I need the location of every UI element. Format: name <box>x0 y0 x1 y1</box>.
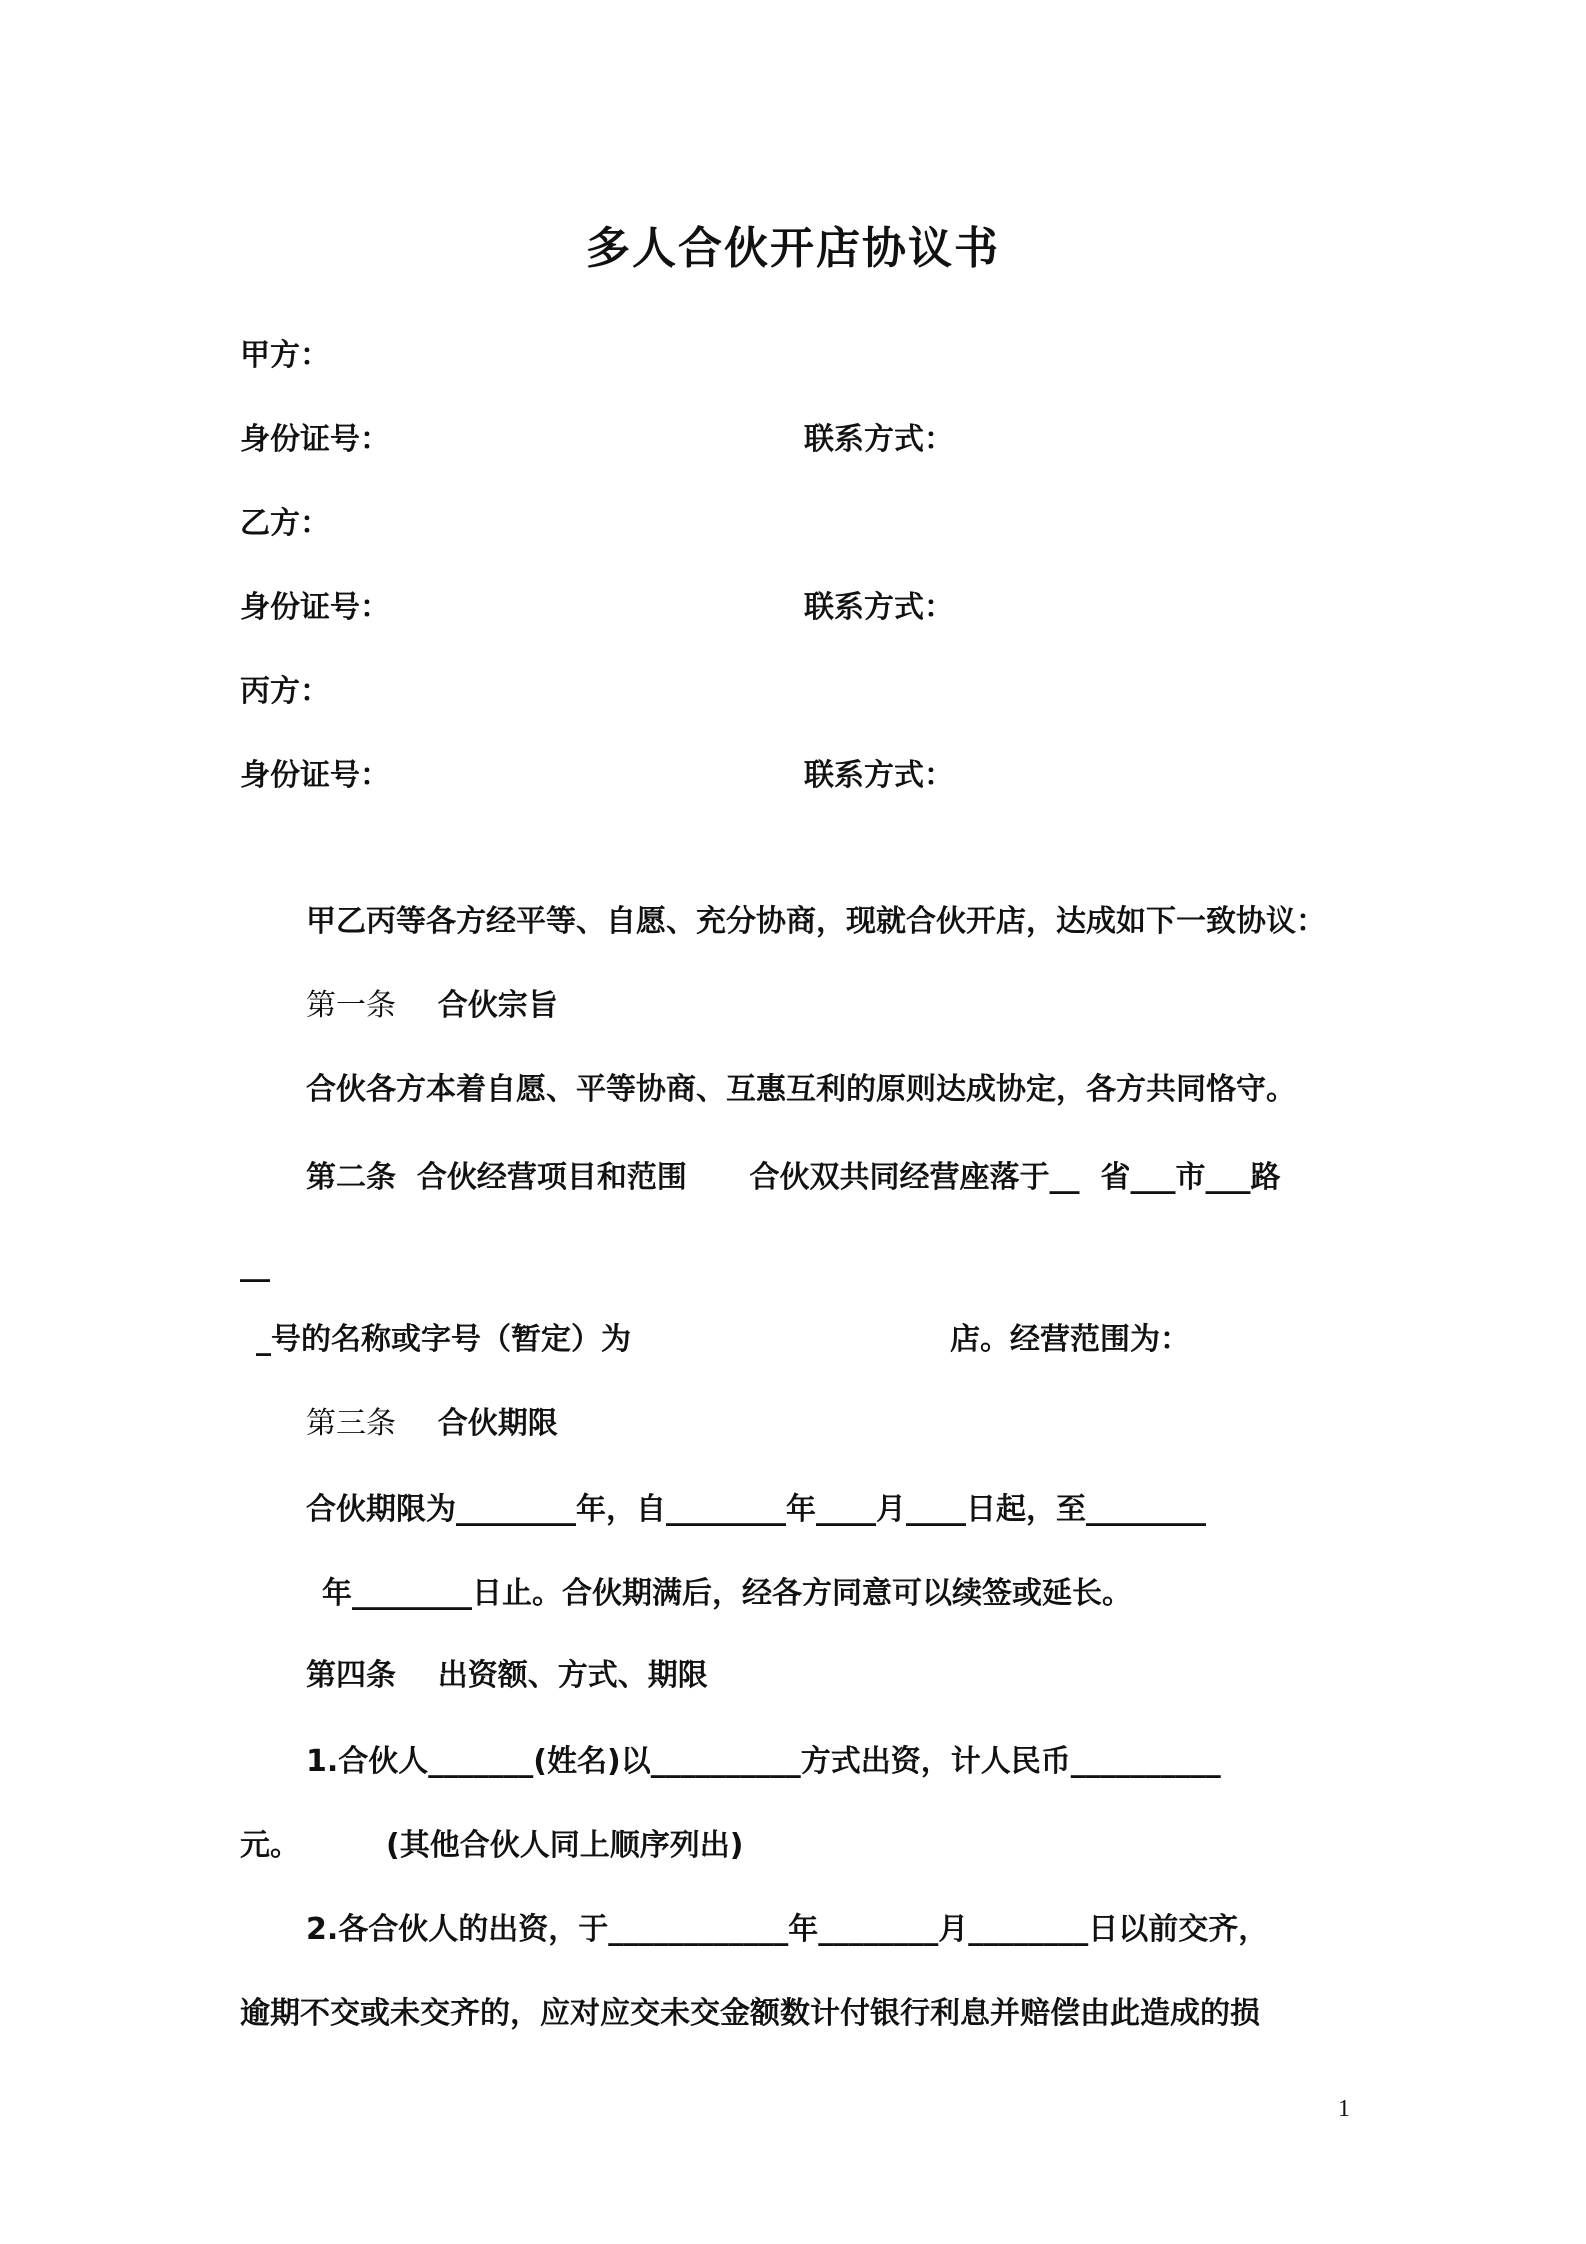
article-1-title: 合伙宗旨 <box>437 988 558 1023</box>
article-4-item-1-line-2a: 元。 <box>240 1828 300 1863</box>
article-3-line-1: 合伙期限为________年，自________年____月____日起，至________ <box>306 1492 1206 1527</box>
preamble-paragraph: 甲乙丙等各方经平等、自愿、充分协商，现就合伙开店，达成如下一致协议： <box>306 904 1326 939</box>
article-2-line-3a: _号的名称或字号（暂定）为 <box>256 1322 631 1357</box>
party-a-label: 甲方： <box>240 338 330 373</box>
article-3-line-2: 年________日止。合伙期满后，经各方同意可以续签或延长。 <box>322 1576 1132 1611</box>
article-4-item-2-line-2: 逾期不交或未交齐的，应对应交未交金额数计付银行利息并赔偿由此造成的损 <box>240 1996 1260 2031</box>
article-1-number: 第一条 <box>306 988 396 1023</box>
article-4-item-1-line-2b: (其他合伙人同上顺序列出) <box>386 1828 744 1863</box>
article-4-item-2-line-1: 2.各合伙人的出资，于____________年________月________日以前交齐， <box>306 1912 1269 1947</box>
party-c-id-label: 身份证号： <box>240 758 390 793</box>
party-a-contact-label: 联系方式： <box>804 422 954 457</box>
page-number: 1 <box>1338 2096 1350 2122</box>
document-title: 多人合伙开店协议书 <box>586 223 1000 274</box>
article-2-line-1: 第二条 合伙经营项目和范围 合伙双共同经营座落于__ 省___市___路 <box>306 1160 1281 1195</box>
article-2-line-2: __ <box>240 1248 270 1283</box>
party-b-id-label: 身份证号： <box>240 590 390 625</box>
article-4-item-1-line-1: 1.合伙人_______(姓名)以__________方式出资，计人民币__________ <box>306 1744 1221 1779</box>
party-b-contact-label: 联系方式： <box>804 590 954 625</box>
party-c-contact-label: 联系方式： <box>804 758 954 793</box>
article-3-title: 合伙期限 <box>437 1406 558 1441</box>
party-c-label: 丙方： <box>240 674 330 709</box>
party-a-id-label: 身份证号： <box>240 422 390 457</box>
article-1-heading <box>306 986 558 1026</box>
article-3-heading <box>306 1404 558 1444</box>
article-3-number: 第三条 <box>306 1406 396 1441</box>
party-b-label: 乙方： <box>240 506 330 541</box>
article-2-line-3b: 店。经营范围为： <box>950 1322 1190 1357</box>
article-4-heading: 第四条 出资额、方式、期限 <box>306 1658 708 1693</box>
article-1-body: 合伙各方本着自愿、平等协商、互惠互利的原则达成协定，各方共同恪守。 <box>306 1072 1296 1107</box>
